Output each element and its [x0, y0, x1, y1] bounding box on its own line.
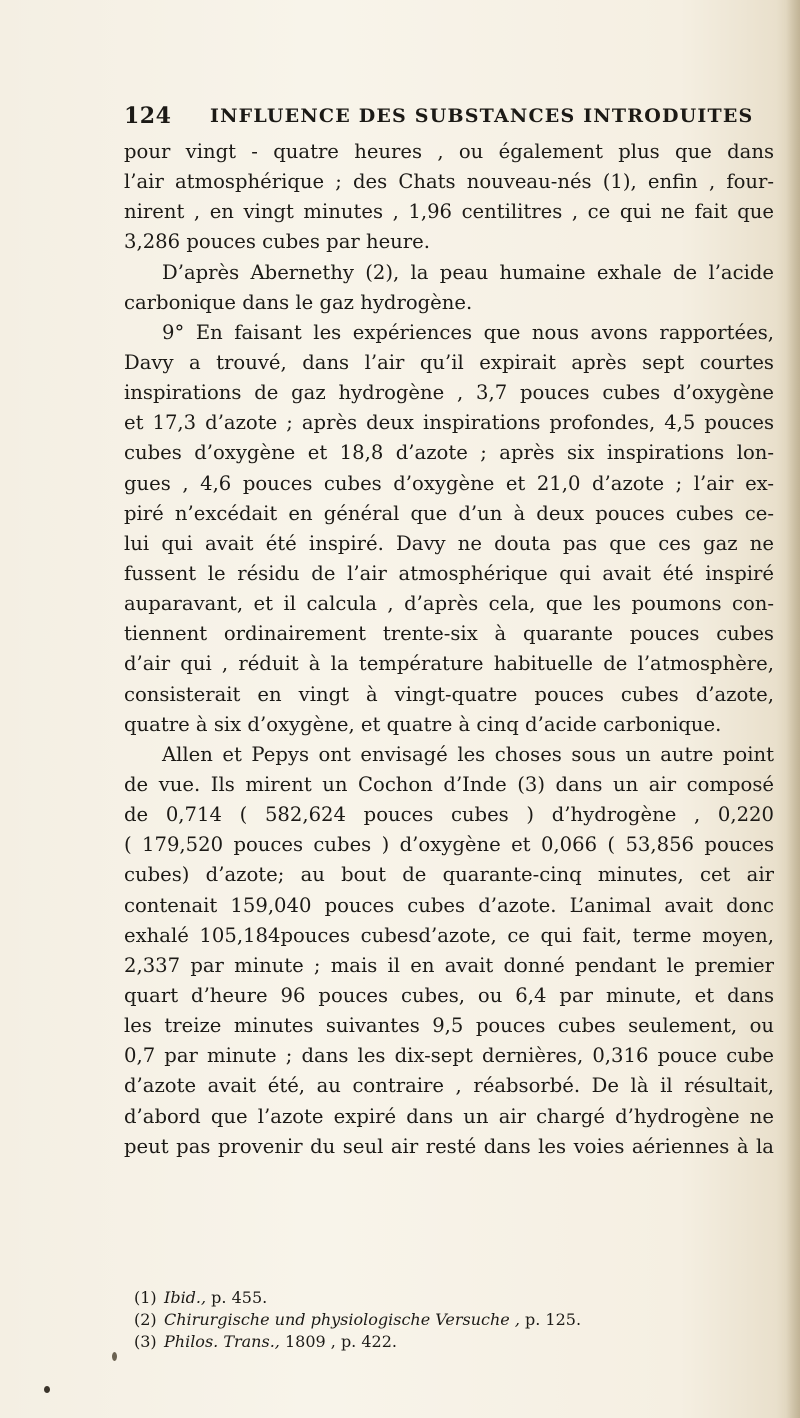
text-line: lui qui avait été inspiré. Davy ne douta pas que ces gaz ne	[124, 531, 774, 555]
text-line: l’air atmosphérique ; des Chats nouveau-nés (1), enfin , four-	[124, 170, 774, 194]
footnote-reference: Ibid.,	[164, 1288, 207, 1307]
text-line: les treize minutes suivantes 9,5 pouces cubes seulement, ou	[124, 1014, 774, 1038]
ink-speck	[44, 1386, 50, 1393]
footnote-reference: Philos. Trans.,	[164, 1332, 280, 1351]
text-line: cubes d’oxygène et 18,8 d’azote ; après six inspirations lon-	[124, 441, 774, 465]
text-line: 9° En faisant les expériences que nous avons rapportées,	[162, 320, 774, 344]
text-line: Davy a trouvé, dans l’air qu’il expirait après sept courtes	[124, 350, 774, 374]
text-line: 0,7 par minute ; dans les dix-sept dernières, 0,316 pouce cube	[124, 1044, 774, 1068]
page-number: 124	[124, 103, 172, 129]
text-line: piré n’excédait en général que d’un à deux pouces cubes ce-	[124, 501, 774, 525]
footnote-detail: 1809 , p. 422.	[279, 1332, 397, 1351]
footnote	[134, 1287, 774, 1309]
text-line: D’après Abernethy (2), la peau humaine exhale de l’acide	[162, 260, 774, 284]
text-line: consisterait en vingt à vingt-quatre pouces cubes d’azote,	[124, 682, 774, 706]
text-line: cubes) d’azote; au bout de quarante-cinq minutes, cet air	[124, 863, 774, 887]
text-line: quatre à six d’oxygène, et quatre à cinq d’acide carbonique.	[124, 712, 722, 736]
footnote-number: (1)	[134, 1288, 157, 1307]
text-line: contenait 159,040 pouces cubes d’azote. L’animal avait donc	[124, 893, 774, 917]
page-header	[124, 103, 774, 133]
footnotes	[134, 1287, 774, 1353]
ink-speck	[112, 1352, 117, 1361]
text-line: d’azote avait été, au contraire , réabsorbé. De là il résultait,	[124, 1074, 774, 1098]
footnote-detail: p. 125.	[519, 1310, 582, 1329]
text-line: tiennent ordinairement trente-six à quarante pouces cubes	[124, 622, 774, 646]
text-line: pour vingt - quatre heures , ou également plus que dans	[124, 140, 774, 163]
text-line: 2,337 par minute ; mais il en avait donné pendant le premier	[124, 953, 774, 977]
text-line: et 17,3 d’azote ; après deux inspirations profondes, 4,5 pouces	[124, 411, 774, 435]
text-line: ( 179,520 pouces cubes ) d’oxygène et 0,066 ( 53,856 pouces	[124, 833, 774, 857]
footnote	[134, 1309, 774, 1331]
footnote	[134, 1331, 774, 1353]
text-line: d’air qui , réduit à la température habituelle de l’atmosphère,	[124, 652, 774, 676]
text-line: fussent le résidu de l’air atmosphérique qui avait été inspiré	[124, 561, 774, 585]
running-head: INFLUENCE DES SUBSTANCES INTRODUITES	[210, 105, 754, 127]
footnote-number: (2)	[134, 1310, 157, 1329]
footnote-reference: Chirurgische und physiologische Versuche ,	[164, 1310, 520, 1329]
text-line: quart d’heure 96 pouces cubes, ou 6,4 par minute, et dans	[124, 983, 774, 1007]
text-line: nirent , en vingt minutes , 1,96 centilitres , ce qui ne fait que	[124, 200, 774, 224]
text-line: Allen et Pepys ont envisagé les choses sous un autre point	[162, 742, 774, 766]
text-line: gues , 4,6 pouces cubes d’oxygène et 21,0 d’azote ; l’air ex-	[124, 471, 774, 495]
text-line: de vue. Ils mirent un Cochon d’Inde (3) dans un air composé	[124, 772, 774, 796]
text-line: carbonique dans le gaz hydrogène.	[124, 290, 473, 314]
text-line: d’abord que l’azote expiré dans un air chargé d’hydrogène ne	[124, 1104, 774, 1128]
text-line: inspirations de gaz hydrogène , 3,7 pouces cubes d’oxygène	[124, 381, 774, 405]
footnote-number: (3)	[134, 1332, 157, 1351]
text-line: de 0,714 ( 582,624 pouces cubes ) d’hydrogène , 0,220	[124, 803, 774, 827]
text-line: auparavant, et il calcula , d’après cela, que les poumons con-	[124, 592, 774, 616]
footnote-detail: p. 455.	[206, 1288, 268, 1307]
text-line: 3,286 pouces cubes par heure.	[124, 230, 430, 254]
body-text	[124, 137, 774, 1162]
page-edge-shadow	[786, 0, 800, 1418]
text-line: exhalé 105,184pouces cubesd’azote, ce qui fait, terme moyen,	[124, 923, 774, 947]
text-line: peut pas provenir du seul air resté dans les voies aériennes à la	[124, 1134, 774, 1158]
